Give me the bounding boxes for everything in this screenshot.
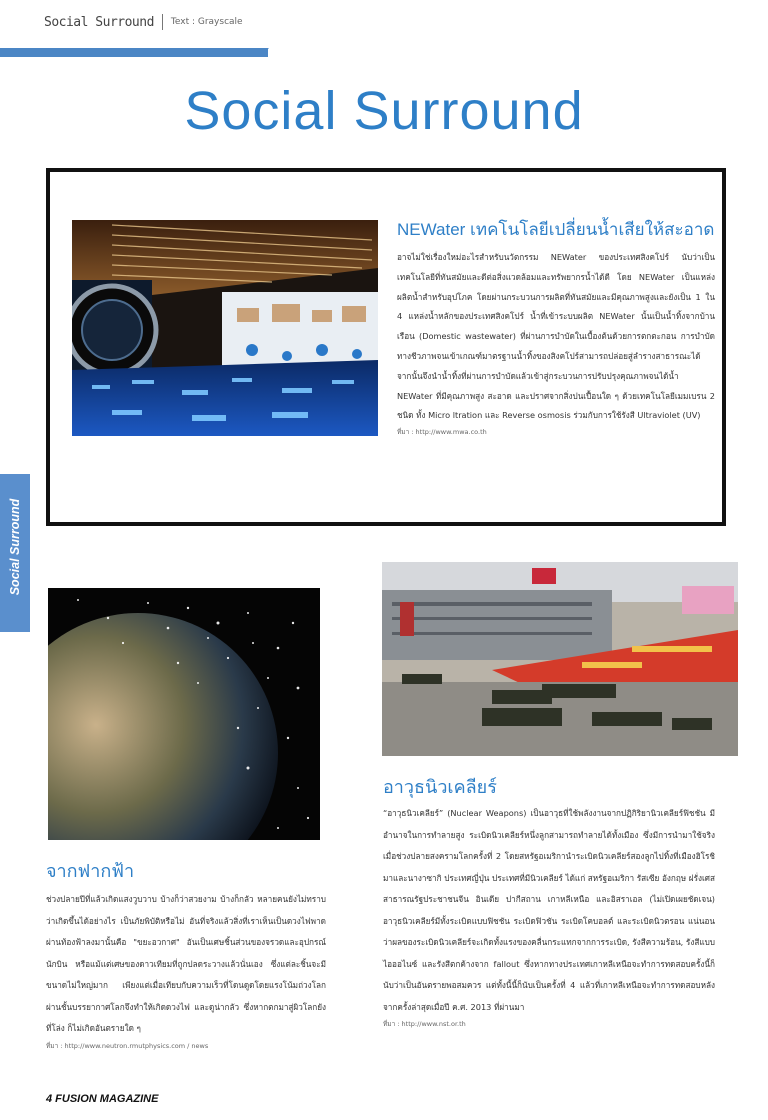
- space-debris-body: ช่วงปลายปีที่แล้วเกิดแสงวูบวาบ บ้างก็ว่าสวยงาม บ้างก็กลัว หลายคนยังไม่ทราบว่าเกิดขึ้นได้อย่างไร เป็นภัยพิบัติหรือไม่ อันที่จริงแล้วสิ่งที่เราเห็นเป็นดวงไฟพาดผ่านท้องฟ้าลงมานั้นคือ "ขยะอวกาศ" อันเป็นเศษชิ้นส่วนของจรวดและอุปกรณ์นักบิน หรือแม้แต่เศษของดาวเทียมที่ถูกปลดระวางแล้วนั่นเอง ซึ่งแต่ละชิ้นจะมีขนาดไม่ใหญ่มาก เพียงแต่เมื่อเทียบกับความเร็วที่โดนดูดโดยแรงโน้มถ่วงโลก ผ่านชั้นบรรยากาศโลกจึงทำให้เกิดดวงไฟ และดูน่ากลัว ซึ่งหากตกมาสู่ผิวโลกยังที่โล่ง ก็ไม่เกิดอันตรายใด ๆ: [46, 894, 326, 1033]
- running-header: [44, 12, 243, 32]
- newater-article-box: [46, 168, 726, 526]
- space-debris-source: ที่มา : http://www.neutron.rmutphysics.com / news: [46, 1041, 209, 1050]
- page-title: Social Surround: [184, 81, 584, 141]
- nuclear-body: “อาวุธนิวเคลียร์” (Nuclear Weapons) เป็นอาวุธที่ใช้พลังงานจากปฏิกิริยานิวเคลียร์ฟิชชัน มีอำนาจในการทำลายสูง ระเบิดนิวเคลียร์หนึ่งลูกสามารถทำลายได้ทั้งเมือง ซึ่งมีการนำมาใช้จริงเมื่อช่วงปลายสงครามโลกครั้งที่ 2 โดยสหรัฐอเมริกานำระเบิดนิวเคลียร์สองลูกไปทิ้งที่เมืองฮิโรชิมาและนางาซากิ ประเทศญี่ปุ่น ประเทศที่มีนิวเคลียร์ ได้แก่ สหรัฐอเมริกา รัสเซีย อังกฤษ ฝรั่งเศส สาธารณรัฐประชาชนจีน อินเดีย ปากีสถาน เกาหลีเหนือ และอิสราเอล (ไม่เปิดเผยชัดเจน) อาวุธนิวเคลียร์มีทั้งระเบิดแบบฟิชชัน ระเบิดฟิวชัน ระเบิดโคบอลต์ และระเบิดนิวตรอน แน่นอนว่าผลของระเบิดนิวเคลียร์จะเกิดทั้งแรงของคลื่นกระแทกจากการระเบิด, รังสีความร้อน, รังสีแบบไอออไนซ์ และรังสีตกค้างจาก fallout ซึ่งหากทางประเทศเกาหลีเหนือจะทำการทดสอบครั้งนี้ก็นับว่าเป็นอันตรายพอสมควร แต่ทั้งนี้นี้ก็นับเป็นครั้งที่ 4 แล้วที่เกาหลีเหนือจะทำการทดสอบหลังจากครั้งล่าสุดเมื่อปี ค.ศ. 2013 ที่ผ่านมา: [383, 808, 715, 1012]
- newater-article: [397, 216, 715, 437]
- header-accent-bar-tip: [260, 48, 269, 57]
- newater-photo: [72, 220, 378, 436]
- space-debris-title: จากฟากฟ้า: [46, 861, 135, 881]
- header-subtitle: Text : Grayscale: [170, 17, 243, 27]
- page-footer: 4 FUSION MAGAZINE: [46, 1093, 159, 1105]
- nuclear-source: ที่มา : http://www.nst.or.th: [383, 1020, 466, 1028]
- military-parade-photo: [382, 562, 738, 756]
- side-tab-label: Social Surround: [8, 498, 22, 596]
- space-debris-article: [46, 856, 326, 1051]
- newater-title: NEWater เทคโนโลยีเปลี่ยนน้ำเสียให้สะอาด: [397, 220, 715, 239]
- newater-body: อาจไม่ใช่เรื่องใหม่อะไรสำหรับนวัตกรรม NEWater ของประเทศสิงคโปร์ นับว่าเป็นเทคโนโลยีที่ทันสมัยและดีต่อสิ่งแวดล้อมและทรัพยากรน้ำได้ดี โดย NEWater เป็นแหล่งผลิตน้ำสำหรับอุปโภค โดยผ่านกระบวนการผลิตที่ทันสมัยและมีคุณภาพสูงและยังเป็น 1 ใน 4 แหล่งน้ำหลักของประเทศสิงคโปร์ น้ำที่เข้าระบบผลิต NEWater นั้นเป็นน้ำทิ้งจากบ้านเรือน (Domestic wastewater) ที่ผ่านการบำบัดในเบื้องต้นด้วยการตกตะกอน การบำบัดทางชีวภาพจนเข้าเกณฑ์มาตรฐานน้ำทิ้งของสิงคโปร์สามารถปล่อยสู่ลำรางสาธารณะได้ จากนั้นจึงนำน้ำทิ้งที่ผ่านการบำบัดแล้วเข้าสู่กระบวนการปรับปรุงคุณภาพจนได้น้ำ NEWater ที่มีคุณภาพสูง สะอาด และปราศจากสิ่งปนเปื้อนใด ๆ ด้วยเทคโนโลยีเมมเบรน 2 ชนิด ทั้ง Micro ltration และ Reverse osmosis ร่วมกับการใช้รังสี Ultraviolet (UV): [397, 252, 715, 421]
- newater-source: ที่มา : http://www.mwa.co.th: [397, 428, 487, 437]
- nuclear-article: [383, 772, 715, 1029]
- header-accent-bar: [0, 48, 268, 57]
- space-debris-photo: [48, 588, 320, 840]
- side-section-tab: [0, 474, 30, 632]
- header-divider: [162, 14, 163, 30]
- header-title: Social Surround: [44, 14, 154, 30]
- nuclear-title: อาวุธนิวเคลียร์: [383, 777, 497, 797]
